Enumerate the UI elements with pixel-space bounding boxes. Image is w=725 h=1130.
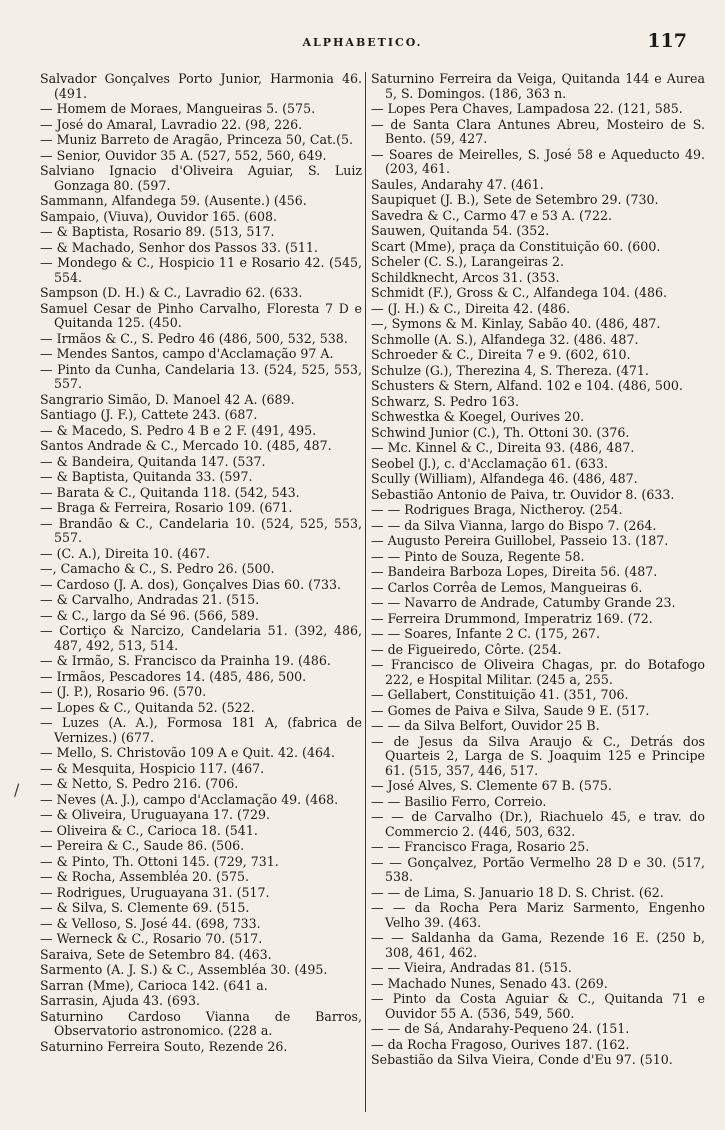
- directory-entry: — & Velloso, S. José 44. (698, 733.: [40, 915, 261, 931]
- directory-entry: — Mendes Santos, campo d'Acclamação 97 A.: [40, 346, 334, 361]
- directory-entry: — Cortiço & Narcizo, Candelaria 51. (392, 486, 487, 492, 513, 514.: [40, 623, 362, 653]
- directory-entry: — Werneck & C., Rosario 70. (517.: [40, 931, 263, 946]
- directory-entry: — Lopes Pera Chaves, Lampadosa 22. (121, 585.: [371, 101, 683, 116]
- directory-entry: — Mondego & C., Hospicio 11 e Rosario 42. (545, 554.: [40, 255, 362, 285]
- page-number: 117: [647, 30, 687, 52]
- directory-entry: — — Pinto de Souza, Regente 58.: [371, 548, 585, 564]
- directory-entry: — Pinto da Costa Aguiar & C., Quitanda 71 e Ouvidor 55 A. (536, 549, 560.: [371, 991, 705, 1021]
- directory-entry: Samuel Cesar de Pinho Carvalho, Floresta 7 D e Quitanda 125. (450.: [40, 300, 362, 330]
- directory-entry: — (J. H.) & C., Direita 42. (486.: [371, 300, 571, 316]
- directory-entry: Schroeder & C., Direita 7 e 9. (602, 610.: [371, 347, 631, 362]
- directory-entry: Sauwen, Quitanda 54. (352.: [371, 223, 550, 238]
- directory-entry: — Cardoso (J. A. dos), Gonçalves Dias 60. (733.: [40, 576, 342, 592]
- directory-entry: — Bandeira Barboza Lopes, Direita 56. (487.: [371, 564, 658, 579]
- directory-entry: — Mello, S. Christovão 109 A e Quit. 42. (464.: [40, 745, 335, 760]
- directory-entry: — — da Rocha Pera Mariz Sarmento, Engenho Velho 39. (463.: [371, 900, 705, 930]
- directory-entry: Sammann, Alfandega 59. (Ausente.) (456.: [40, 193, 307, 208]
- directory-entry: — Pereira & C., Saude 86. (506.: [40, 838, 245, 853]
- directory-entry: — Carlos Corrêa de Lemos, Mangueiras 6.: [371, 579, 643, 595]
- directory-entry: — — da Silva Vianna, largo do Bispo 7. (264.: [371, 517, 657, 533]
- directory-entry: — Pinto da Cunha, Candelaria 13. (524, 525, 553, 557.: [40, 361, 362, 391]
- directory-entry: Savedra & C., Carmo 47 e 53 A. (722.: [371, 207, 612, 223]
- directory-entry: — Lopes & C., Quitanda 52. (522.: [40, 699, 255, 715]
- directory-entry: Schwind Junior (C.), Th. Ottoni 30. (376.: [371, 424, 630, 440]
- directory-entry: — de Figueiredo, Côrte. (254.: [371, 641, 562, 657]
- directory-entry: Saraiva, Sete de Setembro 84. (463.: [40, 946, 272, 962]
- column-divider: [365, 72, 366, 1112]
- directory-entry: Seobel (J.), c. d'Acclamação 61. (633.: [371, 455, 609, 471]
- directory-entry: — Francisco de Oliveira Chagas, pr. do Botafogo 222, e Hospital Militar. (245 a, 255.: [371, 657, 705, 687]
- directory-entry: — & Baptista, Rosario 89. (513, 517.: [40, 224, 275, 239]
- directory-entry: Saturnino Ferreira da Veiga, Quitanda 144 e Aurea 5, S. Domingos. (186, 363 n.: [371, 72, 705, 101]
- directory-entry: — Oliveira & C., Carioca 18. (541.: [40, 822, 258, 838]
- directory-entry: — Muniz Barreto de Aragão, Princeza 50, Cat.(5.: [40, 132, 354, 147]
- directory-entry: Schmidt (F.), Gross & C., Alfandega 104. (486.: [371, 285, 667, 300]
- directory-entry: — — Saldanha da Gama, Rezende 16 E. (250 b, 308, 461, 462.: [371, 930, 705, 960]
- directory-entry: — Augusto Pereira Guillobel, Passeio 13. (187.: [371, 533, 669, 548]
- directory-entry: — — da Silva Belfort, Ouvidor 25 B.: [371, 718, 600, 733]
- directory-entry: — Brandão & C., Candelaria 10. (524, 525, 553, 557.: [40, 515, 362, 545]
- directory-entry: — — de Carvalho (Dr.), Riachuelo 45, e trav. do Commercio 2. (446, 503, 632.: [371, 809, 705, 839]
- directory-entry: — Ferreira Drummond, Imperatriz 169. (72.: [371, 610, 653, 626]
- directory-entry: — Luzes (A. A.), Formosa 181 A, (fabrica de Vernizes.) (677.: [40, 715, 362, 745]
- directory-entry: — & Baptista, Quitanda 33. (597.: [40, 469, 253, 484]
- directory-entry: — — de Lima, S. Januario 18 D. S. Christ. (62.: [371, 884, 664, 900]
- directory-entry: — de Jesus da Silva Araujo & C., Detrás dos Quarteis 2, Larga de S. Joaquim 125 e Principe 61. (515, 357, 446, 517.: [371, 733, 705, 778]
- directory-entry: — & Macedo, S. Pedro 4 B e 2 F. (491, 495.: [40, 422, 317, 438]
- directory-entry: — Gomes de Paiva e Silva, Saude 9 E. (517.: [371, 702, 650, 718]
- running-head: [0, 30, 725, 54]
- directory-entry: Saules, Andarahy 47. (461.: [371, 176, 544, 192]
- directory-entry: — & Oliveira, Uruguayana 17. (729.: [40, 807, 270, 822]
- directory-entry: Sampaio, (Viuva), Ouvidor 165. (608.: [40, 208, 277, 224]
- directory-entry: Salvador Gonçalves Porto Junior, Harmonia 46. (491.: [40, 72, 362, 101]
- directory-entry: — & Netto, S. Pedro 216. (706.: [40, 776, 239, 791]
- directory-entry: — Gellabert, Constituição 41. (351, 706.: [371, 687, 629, 702]
- margin-pencil-mark: /: [14, 780, 20, 799]
- left-column: [40, 72, 362, 1112]
- directory-entry: — Rodrigues, Uruguayana 31. (517.: [40, 884, 270, 900]
- directory-entry: — da Rocha Fragoso, Ourives 187. (162.: [371, 1036, 630, 1052]
- directory-entry: Scheler (C. S.), Larangeiras 2.: [371, 254, 565, 269]
- directory-entry: — & C., largo da Sé 96. (566, 589.: [40, 607, 259, 623]
- directory-entry: — & Mesquita, Hospicio 117. (467.: [40, 760, 265, 776]
- directory-entry: Schwarz, S. Pedro 163.: [371, 393, 519, 409]
- directory-entry: — Mc. Kinnel & C., Direita 93. (486, 487.: [371, 440, 635, 455]
- directory-entry: Sebastião Antonio de Paiva, tr. Ouvidor 8. (633.: [371, 486, 675, 502]
- directory-entry: Sarrasin, Ajuda 43. (693.: [40, 993, 200, 1008]
- directory-entry: Schildknecht, Arcos 31. (353.: [371, 269, 560, 285]
- directory-entry: Santos Andrade & C., Mercado 10. (485, 487.: [40, 438, 332, 453]
- directory-entry: — (C. A.), Direita 10. (467.: [40, 545, 210, 561]
- directory-entry: — Irmãos, Pescadores 14. (485, 486, 500.: [40, 668, 307, 684]
- directory-entry: Schusters & Stern, Alfand. 102 e 104. (486, 500.: [371, 378, 683, 393]
- right-column: [371, 72, 705, 1112]
- directory-entry: — José Alves, S. Clemente 67 B. (575.: [371, 778, 612, 793]
- directory-entry: — Homem de Moraes, Mangueiras 5. (575.: [40, 101, 316, 116]
- directory-entry: Sarmento (A. J. S.) & C., Assembléa 30. (495.: [40, 962, 328, 977]
- directory-entry: — José do Amaral, Lavradio 22. (98, 226.: [40, 116, 303, 132]
- running-title: ALPHABETICO.: [302, 36, 423, 49]
- directory-entry: — Irmãos & C., S. Pedro 46 (486, 500, 532, 538.: [40, 330, 348, 346]
- directory-entry: Sebastião da Silva Vieira, Conde d'Eu 97. (510.: [371, 1052, 673, 1067]
- directory-entry: — — de Sá, Andarahy-Pequeno 24. (151.: [371, 1021, 630, 1036]
- directory-entry: — & Rocha, Assembléa 20. (575.: [40, 869, 250, 884]
- directory-entry: Santiago (J. F.), Cattete 243. (687.: [40, 407, 258, 422]
- directory-entry: — & Pinto, Th. Ottoni 145. (729, 731.: [40, 853, 279, 869]
- directory-entry: — Senior, Ouvidor 35 A. (527, 552, 560, 649.: [40, 147, 327, 163]
- directory-entry: — & Silva, S. Clemente 69. (515.: [40, 900, 250, 915]
- directory-entry: — & Bandeira, Quitanda 147. (537.: [40, 453, 266, 469]
- directory-entry: Scart (Mme), praça da Constituição 60. (600.: [371, 238, 661, 254]
- directory-entry: Sangrario Simão, D. Manoel 42 A. (689.: [40, 391, 295, 407]
- directory-entry: — & Machado, Senhor dos Passos 33. (511.: [40, 239, 318, 255]
- directory-entry: — Neves (A. J.), campo d'Acclamação 49. (468.: [40, 791, 339, 807]
- directory-entry: Scully (William), Alfandega 46. (486, 487.: [371, 471, 638, 486]
- directory-entry: Salviano Ignacio d'Oliveira Aguiar, S. Luiz Gonzaga 80. (597.: [40, 163, 362, 193]
- directory-entry: — Machado Nunes, Senado 43. (269.: [371, 975, 608, 991]
- directory-entry: Sarran (Mme), Carioca 142. (641 a.: [40, 977, 268, 993]
- directory-entry: Saturnino Cardoso Vianna de Barros, Observatorio astronomico. (228 a.: [40, 1008, 362, 1038]
- directory-entry: — — Francisco Fraga, Rosario 25.: [371, 839, 590, 854]
- directory-entry: —, Symons & M. Kinlay, Sabão 40. (486, 487.: [371, 316, 661, 331]
- directory-entry: — Soares de Meirelles, S. José 58 e Aqueducto 49. (203, 461.: [371, 146, 705, 176]
- directory-entry: Saupiquet (J. B.), Sete de Setembro 29. (730.: [371, 192, 659, 207]
- directory-entry: Schmolle (A. S.), Alfandega 32. (486. 487.: [371, 331, 639, 347]
- directory-entry: — — Navarro de Andrade, Catumby Grande 23.: [371, 595, 676, 610]
- directory-entry: — — Soares, Infante 2 C. (175, 267.: [371, 626, 600, 641]
- directory-entry: — (J. P.), Rosario 96. (570.: [40, 684, 207, 699]
- directory-entry: — de Santa Clara Antunes Abreu, Mosteiro de S. Bento. (59, 427.: [371, 116, 705, 146]
- directory-entry: Schwestka & Koegel, Ourives 20.: [371, 409, 585, 424]
- directory-entry: Sampson (D. H.) & C., Lavradio 62. (633.: [40, 285, 303, 300]
- directory-entry: — & Irmão, S. Francisco da Prainha 19. (486.: [40, 653, 331, 668]
- directory-entry: — Barata & C., Quitanda 118. (542, 543.: [40, 484, 300, 500]
- directory-entry: Saturnino Ferreira Souto, Rezende 26.: [40, 1038, 288, 1054]
- directory-entry: — — Basilio Ferro, Correio.: [371, 793, 547, 809]
- directory-entry: Schulze (G.), Therezina 4, S. Thereza. (471.: [371, 362, 649, 378]
- directory-entry: — — Vieira, Andradas 81. (515.: [371, 960, 572, 975]
- directory-entry: —, Camacho & C., S. Pedro 26. (500.: [40, 561, 275, 576]
- directory-entry: — — Gonçalvez, Portão Vermelho 28 D e 30. (517, 538.: [371, 854, 705, 884]
- directory-entry: — — Rodrigues Braga, Nictheroy. (254.: [371, 502, 623, 517]
- directory-entry: — & Carvalho, Andradas 21. (515.: [40, 592, 260, 607]
- directory-entry: — Braga & Ferreira, Rosario 109. (671.: [40, 500, 293, 515]
